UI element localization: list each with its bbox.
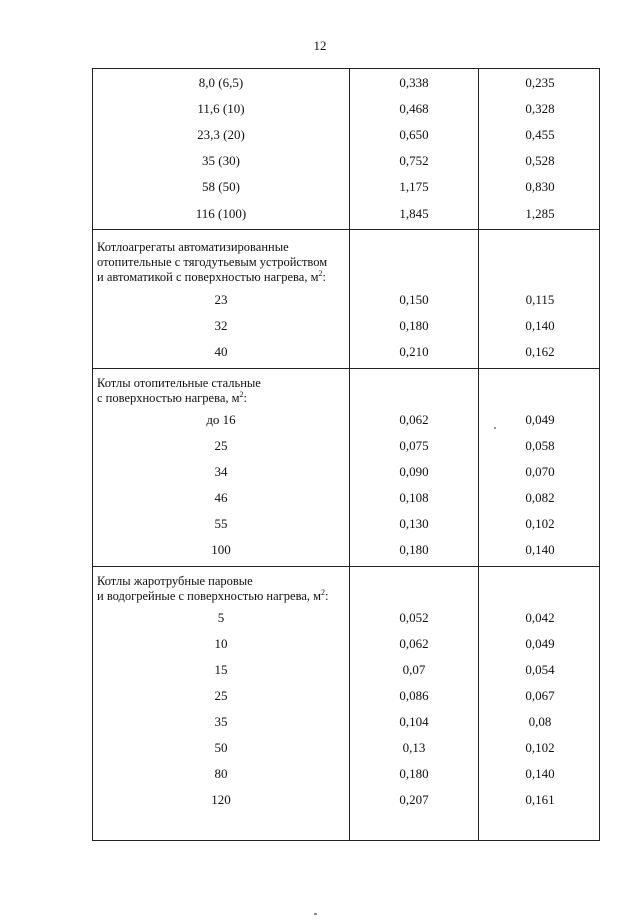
value-cell-col3: 0,528	[525, 153, 555, 168]
value-cell-col2: 0,07	[402, 662, 426, 677]
value-cell-col3: 0,161	[525, 792, 555, 807]
section-header-line: Котлы жаротрубные паровые	[97, 574, 253, 588]
value-cell-col3: 0,102	[525, 740, 555, 755]
data-table	[92, 68, 600, 841]
row-label-cell: 35	[214, 714, 228, 729]
section-header-line: Котлоагрегаты автоматизированные	[97, 240, 289, 254]
section-divider	[93, 229, 599, 230]
value-cell-col3: 0,830	[525, 179, 555, 194]
section-header-line: и водогрейные с поверхностью нагрева, $м^2$:	[97, 587, 329, 603]
value-cell-col2: 1,175	[399, 179, 429, 194]
row-label-cell: 34	[214, 464, 228, 479]
value-cell-col3: 0,054	[525, 662, 555, 677]
scan-speck	[314, 913, 317, 915]
row-label-cell: 55	[214, 516, 228, 531]
value-cell-col3: 0,049	[525, 636, 555, 651]
value-cell-col2: 0,468	[399, 101, 429, 116]
row-label-cell: до 16	[206, 412, 236, 427]
value-cell-col3: 0,140	[525, 766, 555, 781]
page-number: 12	[313, 38, 327, 53]
row-label-cell: 40	[214, 344, 228, 359]
row-label-cell: 15	[214, 662, 228, 677]
value-cell-col2: 0,052	[399, 610, 429, 625]
row-label-cell: 80	[214, 766, 228, 781]
section-header-line: и автоматикой с поверхностью нагрева, $м^2$:	[97, 268, 326, 284]
row-label-cell: 23,3 (20)	[197, 127, 245, 142]
value-cell-col2: 1,845	[399, 206, 429, 221]
value-cell-col2: 0,210	[399, 344, 429, 359]
value-cell-col3: 0,328	[525, 101, 555, 116]
value-cell-col3: 1,285	[525, 206, 555, 221]
value-cell-col3: 0,049	[525, 412, 555, 427]
row-label-cell: 5	[217, 610, 225, 625]
scan-speck	[494, 427, 496, 429]
value-cell-col2: 0,104	[399, 714, 429, 729]
row-label-cell: 46	[214, 490, 228, 505]
value-cell-col2: 0,180	[399, 318, 429, 333]
section-header-line: с поверхностью нагрева, $м^2$:	[97, 389, 248, 405]
value-cell-col3: 0,455	[525, 127, 555, 142]
value-cell-col3: 0,140	[525, 318, 555, 333]
section-header-line: Котлы отопительные стальные	[97, 376, 261, 390]
value-cell-col3: 0,162	[525, 344, 555, 359]
value-cell-col2: 0,062	[399, 412, 429, 427]
row-label-cell: 8,0 (6,5)	[198, 75, 244, 90]
value-cell-col3: 0,082	[525, 490, 555, 505]
row-label-cell: 50	[214, 740, 228, 755]
row-label-cell: 58 (50)	[202, 179, 240, 194]
value-cell-col2: 0,150	[399, 292, 429, 307]
value-cell-col3: 0,08	[528, 714, 552, 729]
row-label-cell: 25	[214, 688, 228, 703]
row-label-cell: 25	[214, 438, 228, 453]
value-cell-col2: 0,180	[399, 766, 429, 781]
section-header-line: отопительные с тягодутьевым устройством	[97, 255, 328, 269]
row-label-cell: 32	[214, 318, 228, 333]
value-cell-col2: 0,086	[399, 688, 429, 703]
value-cell-col3: 0,067	[525, 688, 555, 703]
value-cell-col3: 0,235	[525, 75, 555, 90]
row-label-cell: 23	[214, 292, 228, 307]
value-cell-col2: 0,180	[399, 542, 429, 557]
row-label-cell: 116 (100)	[195, 206, 247, 221]
section-divider	[93, 368, 599, 369]
value-cell-col3: 0,102	[525, 516, 555, 531]
value-cell-col2: 0,062	[399, 636, 429, 651]
value-cell-col2: 0,650	[399, 127, 429, 142]
value-cell-col2: 0,752	[399, 153, 429, 168]
section-divider	[93, 566, 599, 567]
row-label-cell: 10	[214, 636, 228, 651]
value-cell-col2: 0,108	[399, 490, 429, 505]
value-cell-col2: 0,090	[399, 464, 429, 479]
row-label-cell: 11,6 (10)	[197, 101, 245, 116]
value-cell-col3: 0,058	[525, 438, 555, 453]
value-cell-col3: 0,140	[525, 542, 555, 557]
value-cell-col3: 0,070	[525, 464, 555, 479]
value-cell-col3: 0,115	[525, 292, 555, 307]
value-cell-col2: 0,207	[399, 792, 429, 807]
value-cell-col2: 0,13	[402, 740, 426, 755]
value-cell-col2: 0,075	[399, 438, 429, 453]
row-label-cell: 35 (30)	[202, 153, 240, 168]
value-cell-col3: 0,042	[525, 610, 555, 625]
row-label-cell: 120	[211, 792, 231, 807]
value-cell-col2: 0,130	[399, 516, 429, 531]
row-label-cell: 100	[211, 542, 231, 557]
value-cell-col2: 0,338	[399, 75, 429, 90]
